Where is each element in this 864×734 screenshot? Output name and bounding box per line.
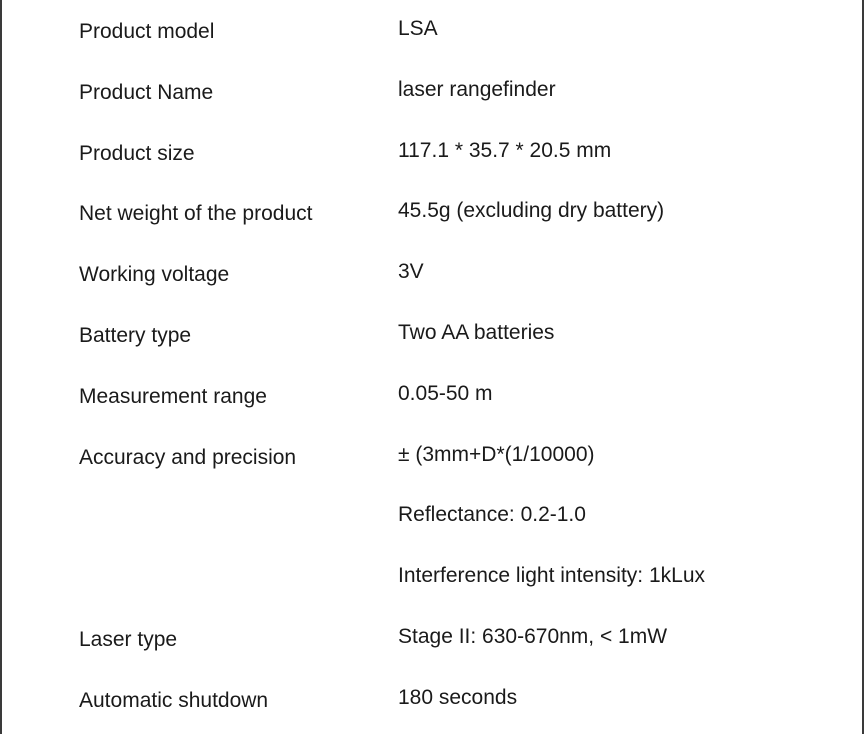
spec-row-battery-type xyxy=(0,297,864,358)
spec-row-net-weight xyxy=(0,175,864,236)
spec-row-working-voltage xyxy=(0,236,864,297)
spec-label: Measurement range xyxy=(79,384,267,408)
spec-value: Two AA batteries xyxy=(398,320,555,344)
spec-value: 0.05-50 m xyxy=(398,381,493,405)
spec-value: LSA xyxy=(398,17,438,40)
spec-value: 180 seconds xyxy=(398,685,518,709)
spec-row-reflectance xyxy=(0,479,864,540)
spec-label: Net weight of the product xyxy=(79,202,313,226)
spec-value: Stage II: 630-670nm, < 1mW xyxy=(398,624,668,648)
spec-label: Product model xyxy=(79,20,215,43)
spec-value: 117.1 * 35.7 * 20.5 mm xyxy=(398,138,612,162)
spec-row-accuracy xyxy=(0,419,864,480)
spec-row-product-model xyxy=(0,0,864,54)
spec-row-measurement-range xyxy=(0,358,864,419)
spec-row-product-name xyxy=(0,54,864,115)
spec-row-product-size xyxy=(0,115,864,176)
spec-label: Automatic shutdown xyxy=(79,688,269,712)
spec-value: Interference light intensity: 1kLux xyxy=(398,564,706,588)
spec-label: Accuracy and precision xyxy=(79,445,297,469)
spec-row-automatic-shutdown xyxy=(0,662,864,723)
spec-label: Battery type xyxy=(79,323,192,347)
spec-label: Product Name xyxy=(79,80,214,104)
spec-value: 3V xyxy=(398,260,424,284)
spec-value: laser rangefinder xyxy=(398,77,556,101)
spec-row-interference xyxy=(0,540,864,601)
spec-value: ± (3mm+D*(1/10000) xyxy=(398,442,595,466)
spec-label: Laser type xyxy=(79,627,178,651)
spec-value: 45.5g (excluding dry battery) xyxy=(398,199,665,223)
spec-value: Reflectance: 0.2-1.0 xyxy=(398,503,586,527)
spec-label: Working voltage xyxy=(79,263,230,287)
spec-row-laser-type xyxy=(0,601,864,662)
spec-label: Product size xyxy=(79,141,195,165)
